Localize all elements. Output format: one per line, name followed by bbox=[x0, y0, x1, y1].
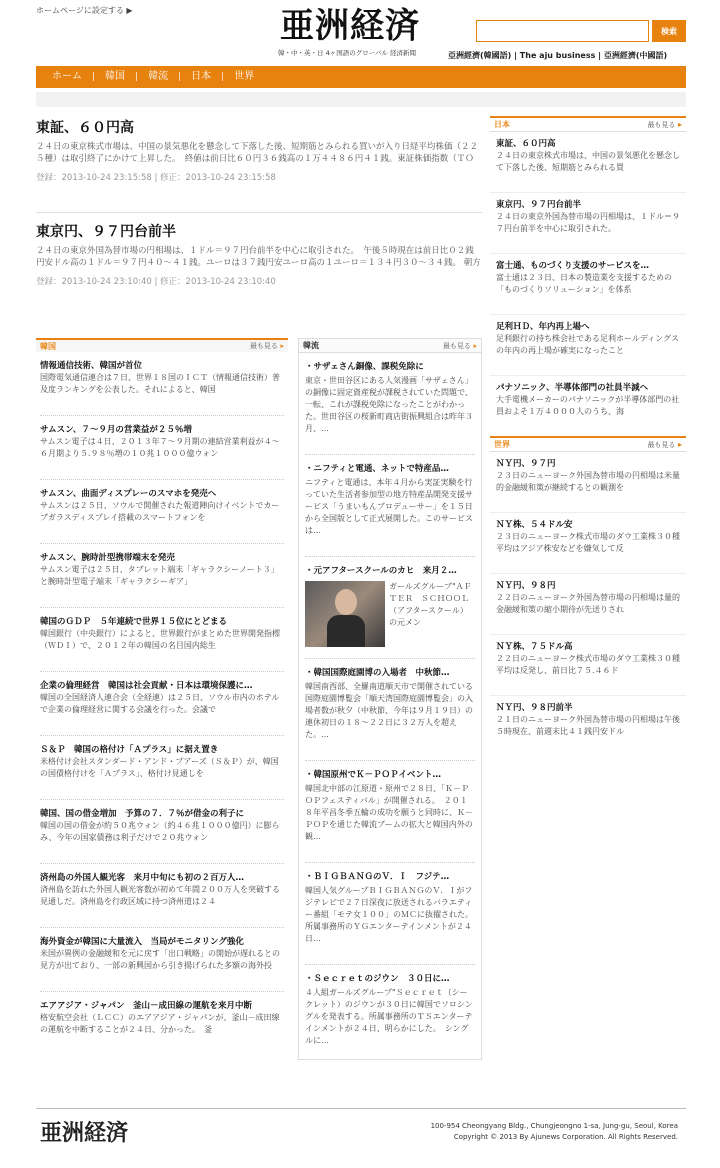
item-summary: 韓国人気グループＢＩＧＢＡＮＧのＶ．Ｉがフジテレビで２７日深夜に放送されるバラエティー番組「モテ女１００」のＭＣに抜擢された。所属事務所のＹＧエンターテインメントが２４日… bbox=[305, 886, 473, 943]
japan-sidebar bbox=[490, 116, 686, 437]
item-title[interactable]: 東証、６０円高 bbox=[496, 139, 556, 149]
item-summary: サムスン電子は２５日、タブレット端末「ギャラクシーノート３」と腕時計型電子端末「ギャラクシーギア」 bbox=[40, 565, 279, 586]
item-summary: 大手電機メーカーのパナソニックが半導体部門の社員およそ１万４０００人のうち、海 bbox=[496, 395, 680, 416]
item-summary: サムスンは２５日、ソウルで開催された報道陣向けイベントでカーブガラスディスプレイ搭載のスマートフォンを bbox=[40, 501, 280, 522]
item-title[interactable]: ＮＹ株、５４ドル安 bbox=[496, 520, 573, 530]
item-summary: ２２日のニューヨーク株式市場のダウ工業株３０種平均は反発し、前日比７５.４６ド bbox=[496, 654, 680, 675]
item-summary: 韓国の全国経済人連合会（全経連）は２５日、ソウル市内のホテルで企業の倫理経営に関する会議を行った。会議で bbox=[40, 693, 280, 714]
photo-body bbox=[327, 615, 365, 647]
item-title[interactable]: エアアジア・ジャパン 釜山－成田線の運航を来月中断 bbox=[40, 1001, 252, 1011]
list-item[interactable] bbox=[490, 574, 686, 635]
item-title[interactable]: 韓国、国の借金増加 予算の７．７％が借金の利子に bbox=[40, 809, 245, 819]
photo-row bbox=[305, 581, 475, 653]
item-title[interactable]: 足利ＨＤ、年内再上場へ bbox=[496, 322, 590, 332]
list-item[interactable] bbox=[490, 452, 686, 513]
more-link[interactable]: 最も見る bbox=[249, 342, 278, 350]
item-summary: 米格付け会社スタンダード・アンド・プアーズ（Ｓ＆Ｐ）が、韓国の国債格付けを「Ａプラス」、格付け見通しを bbox=[40, 757, 279, 778]
item-summary: 東京・世田谷区にある人気漫画「サザェさん」の銅像に固定資産税が課税されていた問題で、一転、これが課税免除になったことがわかった。世田谷区の桜新町商店街振興組合は昨年３月、… bbox=[305, 376, 473, 433]
list-item[interactable] bbox=[40, 864, 284, 928]
site-logo[interactable]: 亜洲経済 bbox=[280, 6, 420, 46]
item-title[interactable]: ・元アフタースクールのカヒ 来月２… bbox=[305, 566, 457, 576]
item-summary: 富士通は２３日、日本の製造業を支援するための「ものづくりソリューション」を体系 bbox=[496, 273, 672, 294]
list-item[interactable] bbox=[490, 513, 686, 574]
list-item[interactable] bbox=[40, 992, 284, 1056]
search-button[interactable]: 検索 bbox=[652, 20, 686, 42]
section-header bbox=[490, 116, 686, 132]
nav-hallyu[interactable]: 韓流 bbox=[148, 71, 169, 82]
korea-section bbox=[36, 338, 288, 1056]
list-item[interactable] bbox=[40, 544, 284, 608]
item-summary: 韓国銀行（中央銀行）によると、世界銀行がまとめた世界開発指標（ＷＤＩ）で、２０１２年の韓国の名目国内総生 bbox=[40, 629, 280, 650]
item-summary: ２３日のニューヨーク株式市場のダウ工業株３０種平均はアジア株安などを嫌気して反 bbox=[496, 532, 680, 553]
item-summary: 済州島を訪れた外国人観光客数が初めて年間２００万人を突破する見通しだ。済州島を行政区域に持つ済州道は２４ bbox=[40, 885, 280, 906]
item-summary: 米国が異例の金融緩和を元に戻す「出口戦略」の開始が遅れるとの見方が出ており、一部の新興国から引き揚げられた多額の海外投 bbox=[40, 949, 280, 970]
item-summary: ２４日の東京株式市場は、中国の景気悪化を懸念して下落した後、短期筋とみられる買 bbox=[496, 151, 680, 172]
lead-article bbox=[36, 118, 482, 183]
item-title[interactable]: パナソニック、半導体部門の社員半減へ bbox=[496, 383, 649, 393]
section-title: 韓国 bbox=[40, 341, 56, 351]
nav-separator: | bbox=[135, 72, 139, 82]
item-title[interactable]: 海外資金が韓国に大量流入 当局がモニタリング強化 bbox=[40, 937, 244, 947]
item-summary: ２１日のニューヨーク外国為替市場の円相場は午後５時現在、前週末比４１銭円安ドル bbox=[496, 715, 680, 736]
list-item[interactable] bbox=[490, 315, 686, 376]
item-summary: 国際電気通信連合は７日、世界１８国のＩＣＴ（情報通信技術）普及度ランキングを公表した。それによると、韓国 bbox=[40, 373, 280, 394]
item-title[interactable]: ＮＹ円、９７円 bbox=[496, 459, 556, 469]
item-summary: サムスン電子は４日、２０１３年７～９月期の連結営業利益が４～６月期より５.９８％増の１０兆１０００億ウォン bbox=[40, 437, 280, 458]
item-title[interactable]: ＮＹ株、７５ドル高 bbox=[496, 642, 573, 652]
item-summary: 格安航空会社（ＬＣＣ）のエアアジア・ジャパンが、釜山－成田線の運航を中断することが２４日、分かった。 釜 bbox=[40, 1013, 280, 1034]
lead-article bbox=[36, 222, 482, 287]
list-item[interactable] bbox=[305, 863, 475, 965]
item-title[interactable]: 済州島の外国人観光客 来月中旬にも初の２百万人… bbox=[40, 873, 245, 883]
item-title[interactable]: ・ニフティと電通、ネットで特産品… bbox=[305, 464, 449, 474]
divider bbox=[36, 212, 482, 213]
list-item[interactable] bbox=[40, 672, 284, 736]
footer-info bbox=[380, 1121, 678, 1143]
search-input[interactable] bbox=[476, 20, 649, 42]
item-title[interactable]: ＮＹ円、９８円前半 bbox=[496, 703, 573, 713]
list-item[interactable] bbox=[490, 696, 686, 757]
section-header bbox=[299, 339, 481, 353]
item-title[interactable]: サムスン、７～９月の営業益が２５％増 bbox=[40, 425, 192, 435]
item-summary: 韓国の国の借金が約５０兆ウォン（約４６兆１０００億円）に膨らみ、今年の国家債務は利子だけで２０兆ウォン bbox=[40, 821, 280, 842]
main-nav bbox=[36, 66, 686, 88]
item-title[interactable]: ・韓国原州でＫ－ＰＯＰイベント… bbox=[305, 770, 442, 780]
list-item[interactable] bbox=[40, 608, 284, 672]
item-title[interactable]: ＮＹ円、９８円 bbox=[496, 581, 556, 591]
footer-copyright: Copyright © 2013 By Ajunews Corporation. All Rights Reserved. bbox=[453, 1133, 678, 1141]
set-homepage-link[interactable]: ホームページに設定する ▶ bbox=[36, 6, 133, 15]
nav-separator: | bbox=[92, 72, 96, 82]
section-header bbox=[490, 436, 686, 452]
list-item[interactable] bbox=[305, 761, 475, 863]
list-item[interactable] bbox=[305, 659, 475, 761]
nav-separator: | bbox=[221, 72, 225, 82]
lead-title[interactable]: 東京円、９７円台前半 bbox=[36, 224, 176, 240]
item-summary: ２２日のニューヨーク外国為替市場の円相場は量的金融緩和策の縮小期待が先送りされ bbox=[496, 593, 680, 614]
item-title[interactable]: サムスン、曲面ディスプレーのスマホを発売へ bbox=[40, 489, 217, 499]
list-item[interactable] bbox=[40, 736, 284, 800]
list-item[interactable] bbox=[490, 376, 686, 437]
lead-title[interactable]: 東証、６０円高 bbox=[36, 120, 134, 136]
list-item[interactable] bbox=[40, 928, 284, 992]
item-summary: 韓国南西部、全羅南道順天市で開催されている国際庭園博覧会「順天湾国際庭園博覧会」の入場者数が秋夕（中秋節、今年は９月１９日）の連休初日の１８～２２日に３２万人を超えた。… bbox=[305, 682, 473, 739]
nav-world[interactable]: 世界 bbox=[234, 71, 255, 82]
item-summary: ２３日のニューヨーク外国為替市場の円相場は米量的金融緩和策が継続するとの観測を bbox=[496, 471, 680, 492]
item-title[interactable]: 韓国のＧＤＰ ５年連続で世界１５位にとどまる bbox=[40, 617, 228, 627]
list-item[interactable] bbox=[40, 352, 284, 416]
footer-address: 100-954 Cheongyang Bldg., Chungjeongno 1-sa, Jung-gu, Seoul, Korea bbox=[430, 1122, 678, 1130]
item-title[interactable]: 情報通信技術、韓国が首位 bbox=[40, 361, 143, 371]
list-item[interactable] bbox=[305, 965, 475, 1065]
section-title: 韓流 bbox=[303, 341, 319, 350]
sub-nav-bar bbox=[36, 92, 686, 107]
section-title: 日本 bbox=[494, 120, 510, 129]
nav-separator: | bbox=[178, 72, 182, 82]
list-item[interactable] bbox=[490, 132, 686, 193]
lead-timestamp: 登録：2013-10-24 23:10:40 | 修正：2013-10-24 23:10:40 bbox=[36, 277, 276, 287]
site-tagline: 韓・中・英・日 4ヶ国語のグローバル 経済新聞 bbox=[278, 49, 416, 57]
lead-timestamp: 登録：2013-10-24 23:15:58 | 修正：2013-10-24 23:15:58 bbox=[36, 173, 276, 183]
item-summary: ４人組ガールズグループ"Ｓｅｃｒｅｔ（シークレット）のジウンが３０日に韓国でソロシングルを発表する。所属事務所のＴＳエンターテインメントが２４日、明らかにした。 シングルに… bbox=[305, 988, 473, 1045]
lead-summary: ２４日の東京外国為替市場の円相場は、１ドル＝９７円台前半を中心に取引された。 午後５時現在は前日比０２銭円安ドル高の１ドル＝９７円４０～４１銭。ユーロは３７銭円安ユーロ高の１ユーロ＝１３４円３０～３４銭。 朝方 bbox=[36, 246, 481, 268]
chevron-right-icon: ▸ bbox=[473, 341, 477, 350]
hallyu-section bbox=[298, 338, 482, 1060]
more-link[interactable]: 最も見る bbox=[647, 440, 676, 449]
item-title[interactable]: Ｓ＆Ｐ 韓国の格付け「Ａプラス」に据え置き bbox=[40, 745, 219, 755]
item-summary: 韓国北中部の江原道・原州で２８日、「Ｋ－ＰＯＰフェスティバル」が開催される。 ２０１８年平昌冬季五輪の成功を願うと同時に、Ｋ－ＰＯＰを通じた韓流ブームの拡大と韓国内外の観… bbox=[305, 784, 473, 841]
article-photo[interactable] bbox=[305, 581, 385, 647]
footer-logo: 亜洲経済 bbox=[40, 1120, 129, 1146]
item-title[interactable]: サムスン、腕時計型携帯端末を発売 bbox=[40, 553, 175, 563]
item-title[interactable]: ・韓国国際庭園博の入場者 中秋節… bbox=[305, 668, 450, 678]
chevron-right-icon: ▸ bbox=[677, 439, 682, 449]
list-item[interactable] bbox=[490, 635, 686, 696]
lead-summary: ２４日の東京株式市場は、中国の景気悪化を懸念して下落した後、短期筋とみられる買いが入り日経平均株価（２２５種）は取引終了にかけて上昇した。 終値は前日比６０円３６銭高の１万４４８６円４１銭。東証株価指数（ＴＯ bbox=[36, 142, 479, 164]
item-title[interactable]: ・ＢＩＧＢＡＮＧのＶ．Ｉ フジテ… bbox=[305, 872, 450, 882]
list-item[interactable] bbox=[40, 416, 284, 480]
item-title[interactable]: ・Ｓｅｃｒｅｔのジウン ３０日に… bbox=[305, 974, 450, 984]
item-title[interactable]: 東京円、９７円台前半 bbox=[496, 200, 582, 210]
nav-korea[interactable]: 韓国 bbox=[105, 71, 126, 82]
footer-divider bbox=[36, 1108, 686, 1109]
chevron-right-icon: ▸ bbox=[280, 342, 284, 350]
list-item[interactable] bbox=[305, 353, 475, 455]
item-title[interactable]: 富士通、ものづくり支援のサービスを… bbox=[496, 261, 650, 271]
section-header bbox=[36, 338, 288, 352]
list-item[interactable] bbox=[40, 480, 284, 544]
list-item[interactable] bbox=[305, 455, 475, 557]
section-title: 世界 bbox=[494, 440, 510, 449]
chevron-right-icon: ▸ bbox=[677, 119, 682, 129]
item-title[interactable]: 企業の倫理経営 韓国は社会貢献・日本は環境保護に… bbox=[40, 681, 253, 691]
edition-links[interactable]: 亞洲經濟(韓國語) | The aju business | 亞洲經濟(中國語) bbox=[448, 51, 668, 60]
nav-home[interactable]: ホーム bbox=[52, 71, 82, 82]
item-summary: ２４日の東京外国為替市場の円相場は、１ドル＝９７円台前半を中心に取引された。 bbox=[496, 212, 680, 233]
item-summary: 足利銀行の持ち株会社である足利ホールディングスの年内の再上場が確実になったこと bbox=[496, 334, 679, 355]
item-summary: ガールズグループ"ＡＦＴＥＲ ＳＣＨＯＯＬ（アフタースクール）の元メン bbox=[389, 582, 472, 627]
more-link[interactable]: 最も見る bbox=[442, 341, 471, 350]
photo-face bbox=[335, 589, 357, 615]
list-item[interactable] bbox=[490, 193, 686, 254]
item-summary: ニフティと電通は、本年４月から実証実験を行っていた生活者参加型の地方特産品開発支援サービス「うまいもんプロデューサー」を１５日から全国版として正式展開した。このサービスは… bbox=[305, 478, 473, 535]
item-title[interactable]: ・サザェさん銅像、課税免除に bbox=[305, 362, 424, 372]
more-link[interactable]: 最も見る bbox=[647, 120, 676, 129]
world-sidebar bbox=[490, 436, 686, 757]
list-item[interactable] bbox=[490, 254, 686, 315]
list-item[interactable] bbox=[40, 800, 284, 864]
nav-japan[interactable]: 日本 bbox=[191, 71, 212, 82]
list-item[interactable] bbox=[305, 557, 475, 659]
